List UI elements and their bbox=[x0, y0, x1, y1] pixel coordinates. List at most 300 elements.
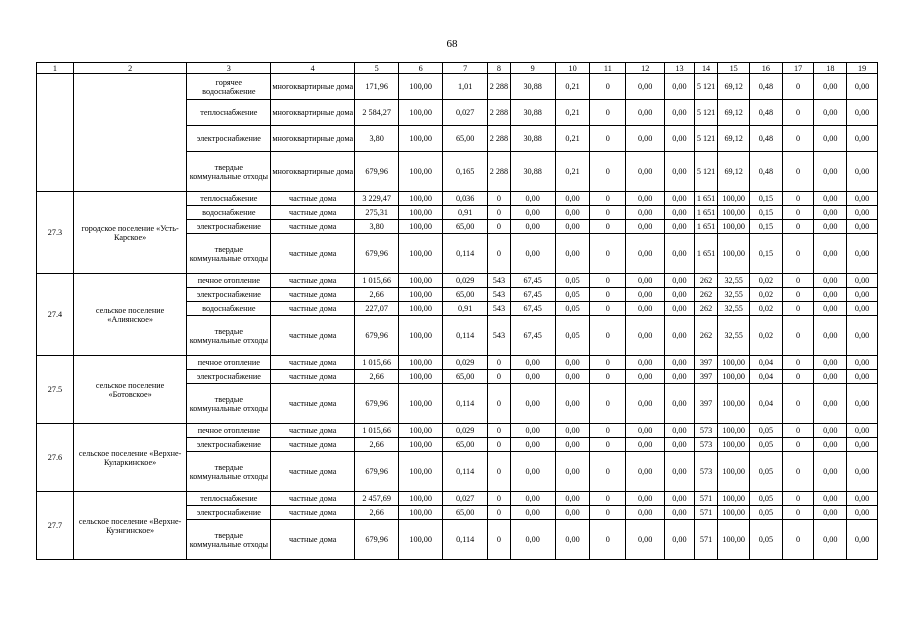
column-number-header: 14 bbox=[694, 63, 718, 74]
housing-type: частные дома bbox=[271, 206, 355, 220]
table-cell: 0,02 bbox=[750, 274, 783, 288]
table-cell: 571 bbox=[694, 492, 718, 506]
table-cell: 0,00 bbox=[814, 206, 847, 220]
table-cell: 0,00 bbox=[847, 452, 878, 492]
table-cell: 100,00 bbox=[718, 492, 750, 506]
housing-type: частные дома bbox=[271, 302, 355, 316]
table-cell: 2 584,27 bbox=[355, 100, 399, 126]
table-cell: 100,00 bbox=[399, 520, 443, 560]
table-cell: 0,00 bbox=[555, 192, 590, 206]
table-cell: 0,00 bbox=[626, 316, 665, 356]
table-cell: 5 121 bbox=[694, 152, 718, 192]
table-cell: 0,05 bbox=[555, 316, 590, 356]
table-cell: 0 bbox=[590, 520, 626, 560]
table-cell: 397 bbox=[694, 370, 718, 384]
table-cell: 0 bbox=[488, 520, 511, 560]
table-cell: 0 bbox=[782, 302, 814, 316]
table-cell: 0,00 bbox=[847, 206, 878, 220]
service-name: печное отопление bbox=[187, 356, 271, 370]
table-cell: 0 bbox=[782, 274, 814, 288]
table-cell: 0 bbox=[590, 424, 626, 438]
table-cell: 0,114 bbox=[443, 384, 488, 424]
table-cell: 0,00 bbox=[665, 356, 695, 370]
table-cell: 0,02 bbox=[750, 302, 783, 316]
municipality-code: 27.3 bbox=[37, 192, 74, 274]
table-cell: 0,05 bbox=[750, 438, 783, 452]
table-cell: 0,02 bbox=[750, 288, 783, 302]
table-cell: 0,00 bbox=[814, 492, 847, 506]
table-cell: 100,00 bbox=[399, 126, 443, 152]
table-cell: 0,00 bbox=[626, 424, 665, 438]
table-cell: 0,00 bbox=[626, 274, 665, 288]
table-cell: 0 bbox=[590, 192, 626, 206]
table-cell: 0 bbox=[590, 126, 626, 152]
table-cell: 0,00 bbox=[665, 288, 695, 302]
housing-type: частные дома bbox=[271, 384, 355, 424]
table-cell: 0,00 bbox=[847, 74, 878, 100]
table-cell: 0 bbox=[782, 100, 814, 126]
table-cell: 0,00 bbox=[510, 452, 555, 492]
housing-type: частные дома bbox=[271, 356, 355, 370]
table-cell: 0,00 bbox=[814, 424, 847, 438]
table-cell: 0 bbox=[782, 520, 814, 560]
table-cell: 0,114 bbox=[443, 316, 488, 356]
table-cell: 0,48 bbox=[750, 74, 783, 100]
table-cell: 0,00 bbox=[814, 356, 847, 370]
column-number-header: 13 bbox=[665, 63, 695, 74]
table-cell: 0,00 bbox=[626, 192, 665, 206]
table-cell: 0,00 bbox=[665, 520, 695, 560]
table-cell: 100,00 bbox=[718, 206, 750, 220]
municipality-name: сельское поселение «Верхне-Куларкинское» bbox=[73, 424, 187, 492]
table-cell: 397 bbox=[694, 356, 718, 370]
table-cell: 2 288 bbox=[488, 152, 511, 192]
housing-type: частные дома bbox=[271, 192, 355, 206]
table-cell: 0,00 bbox=[814, 152, 847, 192]
municipality-name: сельское поселение «Верхне-Куэнгинское» bbox=[73, 492, 187, 560]
table-cell: 2 457,69 bbox=[355, 492, 399, 506]
table-cell: 0 bbox=[590, 74, 626, 100]
housing-type: частные дома bbox=[271, 424, 355, 438]
table-cell: 1 015,66 bbox=[355, 356, 399, 370]
service-name: твердые коммунальные отходы bbox=[187, 452, 271, 492]
column-number-header: 1 bbox=[37, 63, 74, 74]
table-row bbox=[37, 356, 878, 370]
table-cell: 0 bbox=[782, 424, 814, 438]
column-number-header: 12 bbox=[626, 63, 665, 74]
table-cell: 3,80 bbox=[355, 126, 399, 152]
table-cell: 0,05 bbox=[555, 274, 590, 288]
table-cell: 2 288 bbox=[488, 74, 511, 100]
housing-type: частные дома bbox=[271, 234, 355, 274]
table-cell: 0,00 bbox=[510, 492, 555, 506]
table-cell: 0,00 bbox=[665, 192, 695, 206]
table-cell: 0,00 bbox=[626, 370, 665, 384]
table-cell: 0,00 bbox=[626, 520, 665, 560]
table-cell: 275,31 bbox=[355, 206, 399, 220]
table-cell: 0,00 bbox=[510, 370, 555, 384]
table-cell: 0,00 bbox=[665, 100, 695, 126]
table-cell: 0 bbox=[782, 234, 814, 274]
table-cell: 100,00 bbox=[399, 356, 443, 370]
table-cell: 171,96 bbox=[355, 74, 399, 100]
table-cell: 0,00 bbox=[555, 384, 590, 424]
table-cell: 0,00 bbox=[665, 452, 695, 492]
table-cell: 0,00 bbox=[847, 520, 878, 560]
table-cell: 3 229,47 bbox=[355, 192, 399, 206]
housing-type: частные дома bbox=[271, 520, 355, 560]
table-cell: 100,00 bbox=[718, 452, 750, 492]
table-cell: 100,00 bbox=[718, 506, 750, 520]
table-cell: 0 bbox=[488, 452, 511, 492]
table-cell: 0,04 bbox=[750, 370, 783, 384]
column-number-header: 7 bbox=[443, 63, 488, 74]
table-cell: 0 bbox=[590, 316, 626, 356]
table-cell: 0,00 bbox=[510, 424, 555, 438]
table-cell: 0,00 bbox=[847, 234, 878, 274]
table-cell: 0,00 bbox=[626, 452, 665, 492]
table-cell: 0,00 bbox=[847, 370, 878, 384]
table-cell: 2,66 bbox=[355, 288, 399, 302]
table-cell: 0,00 bbox=[626, 206, 665, 220]
table-cell: 0 bbox=[782, 74, 814, 100]
table-cell: 100,00 bbox=[399, 220, 443, 234]
table-cell: 0 bbox=[590, 206, 626, 220]
table-cell: 0 bbox=[590, 492, 626, 506]
table-cell: 571 bbox=[694, 506, 718, 520]
service-name: твердые коммунальные отходы bbox=[187, 520, 271, 560]
table-cell: 0,15 bbox=[750, 234, 783, 274]
column-number-header: 10 bbox=[555, 63, 590, 74]
table-cell: 0,00 bbox=[665, 274, 695, 288]
table-cell: 0,00 bbox=[665, 74, 695, 100]
table-cell: 0,04 bbox=[750, 384, 783, 424]
table-cell: 0 bbox=[488, 370, 511, 384]
column-number-header: 16 bbox=[750, 63, 783, 74]
table-cell: 0,00 bbox=[847, 492, 878, 506]
table-cell: 679,96 bbox=[355, 520, 399, 560]
municipality-name: сельское поселение «Алиянское» bbox=[73, 274, 187, 356]
service-name: теплоснабжение bbox=[187, 100, 271, 126]
table-cell: 0 bbox=[488, 206, 511, 220]
table-cell: 0,00 bbox=[665, 506, 695, 520]
table-cell: 0,00 bbox=[847, 100, 878, 126]
service-name: водоснабжение bbox=[187, 206, 271, 220]
service-name: электроснабжение bbox=[187, 438, 271, 452]
table-cell: 0,00 bbox=[626, 302, 665, 316]
service-name: электроснабжение bbox=[187, 370, 271, 384]
table-cell: 0,00 bbox=[626, 126, 665, 152]
table-cell: 0,00 bbox=[510, 520, 555, 560]
table-cell: 262 bbox=[694, 288, 718, 302]
column-number-row bbox=[37, 63, 878, 74]
table-cell: 0 bbox=[782, 438, 814, 452]
housing-type: многоквартирные дома bbox=[271, 126, 355, 152]
table-cell: 0 bbox=[782, 192, 814, 206]
table-cell: 67,45 bbox=[510, 302, 555, 316]
table-cell: 0,00 bbox=[847, 438, 878, 452]
table-cell: 0 bbox=[590, 438, 626, 452]
table-cell: 0,00 bbox=[510, 234, 555, 274]
table-cell: 0,029 bbox=[443, 356, 488, 370]
municipality-name bbox=[73, 74, 187, 192]
municipality-code: 27.5 bbox=[37, 356, 74, 424]
table-cell: 100,00 bbox=[718, 370, 750, 384]
table-cell: 0,00 bbox=[626, 506, 665, 520]
table-cell: 0 bbox=[782, 370, 814, 384]
table-cell: 0,00 bbox=[665, 370, 695, 384]
page-number: 68 bbox=[446, 38, 458, 50]
table-cell: 0,00 bbox=[510, 506, 555, 520]
table-cell: 0 bbox=[488, 234, 511, 274]
table-cell: 0,00 bbox=[665, 384, 695, 424]
table-cell: 100,00 bbox=[399, 438, 443, 452]
table-cell: 0,00 bbox=[626, 234, 665, 274]
table-cell: 0 bbox=[590, 100, 626, 126]
table-cell: 0,05 bbox=[750, 506, 783, 520]
table-cell: 0,05 bbox=[750, 424, 783, 438]
table-cell: 2,66 bbox=[355, 438, 399, 452]
table-cell: 69,12 bbox=[718, 152, 750, 192]
table-cell: 0,00 bbox=[814, 370, 847, 384]
housing-type: частные дома bbox=[271, 452, 355, 492]
service-name: теплоснабжение bbox=[187, 192, 271, 206]
service-name: твердые коммунальные отходы bbox=[187, 384, 271, 424]
column-number-header: 8 bbox=[488, 63, 511, 74]
municipality-name: городское поселение «Усть-Карское» bbox=[73, 192, 187, 274]
table-cell: 100,00 bbox=[399, 274, 443, 288]
service-name: электроснабжение bbox=[187, 506, 271, 520]
table-cell: 0,00 bbox=[847, 506, 878, 520]
table-cell: 100,00 bbox=[718, 384, 750, 424]
municipality-code: 27.6 bbox=[37, 424, 74, 492]
service-name: электроснабжение bbox=[187, 288, 271, 302]
table-cell: 69,12 bbox=[718, 74, 750, 100]
table-cell: 0,91 bbox=[443, 206, 488, 220]
table-cell: 679,96 bbox=[355, 234, 399, 274]
table-cell: 30,88 bbox=[510, 126, 555, 152]
table-cell: 0 bbox=[488, 424, 511, 438]
service-name: водоснабжение bbox=[187, 302, 271, 316]
table-cell: 69,12 bbox=[718, 126, 750, 152]
table-cell: 0 bbox=[782, 492, 814, 506]
table-cell: 1,01 bbox=[443, 74, 488, 100]
table-row bbox=[37, 74, 878, 100]
table-cell: 262 bbox=[694, 302, 718, 316]
column-number-header: 9 bbox=[510, 63, 555, 74]
table-cell: 0,00 bbox=[626, 384, 665, 424]
column-number-header: 11 bbox=[590, 63, 626, 74]
table-cell: 0,00 bbox=[665, 438, 695, 452]
table-cell: 543 bbox=[488, 288, 511, 302]
table-cell: 0,00 bbox=[665, 234, 695, 274]
table-cell: 0 bbox=[590, 384, 626, 424]
table-cell: 2 288 bbox=[488, 126, 511, 152]
table-cell: 100,00 bbox=[399, 74, 443, 100]
table-cell: 0,05 bbox=[750, 452, 783, 492]
table-cell: 0 bbox=[488, 356, 511, 370]
table-cell: 0,05 bbox=[750, 492, 783, 506]
housing-type: многоквартирные дома bbox=[271, 152, 355, 192]
table-cell: 573 bbox=[694, 452, 718, 492]
table-cell: 262 bbox=[694, 274, 718, 288]
table-cell: 0,00 bbox=[814, 302, 847, 316]
table-cell: 0,15 bbox=[750, 206, 783, 220]
table-cell: 0,00 bbox=[665, 302, 695, 316]
table-cell: 0 bbox=[590, 356, 626, 370]
table-cell: 0,114 bbox=[443, 520, 488, 560]
column-number-header: 18 bbox=[814, 63, 847, 74]
table-cell: 3,80 bbox=[355, 220, 399, 234]
table-cell: 0,00 bbox=[555, 370, 590, 384]
table-cell: 2,66 bbox=[355, 370, 399, 384]
table-cell: 0,00 bbox=[847, 220, 878, 234]
municipality-code: 27.4 bbox=[37, 274, 74, 356]
table-cell: 397 bbox=[694, 384, 718, 424]
table-cell: 0,00 bbox=[555, 438, 590, 452]
housing-type: частные дома bbox=[271, 370, 355, 384]
table-row bbox=[37, 492, 878, 506]
table-cell: 0,00 bbox=[510, 220, 555, 234]
table-cell: 0 bbox=[782, 384, 814, 424]
table-cell: 0,21 bbox=[555, 74, 590, 100]
table-cell: 0,029 bbox=[443, 424, 488, 438]
service-name: твердые коммунальные отходы bbox=[187, 234, 271, 274]
table-cell: 0 bbox=[782, 506, 814, 520]
table-cell: 32,55 bbox=[718, 288, 750, 302]
table-cell: 0,00 bbox=[555, 356, 590, 370]
table-cell: 0,00 bbox=[814, 520, 847, 560]
table-cell: 30,88 bbox=[510, 74, 555, 100]
table-cell: 65,00 bbox=[443, 288, 488, 302]
table-cell: 30,88 bbox=[510, 152, 555, 192]
table-cell: 0,00 bbox=[847, 356, 878, 370]
table-cell: 0,165 bbox=[443, 152, 488, 192]
table-cell: 0,00 bbox=[510, 192, 555, 206]
table-cell: 0 bbox=[488, 438, 511, 452]
table-cell: 65,00 bbox=[443, 220, 488, 234]
table-cell: 0 bbox=[590, 370, 626, 384]
service-name: печное отопление bbox=[187, 424, 271, 438]
table-cell: 0 bbox=[488, 220, 511, 234]
table-cell: 2,66 bbox=[355, 506, 399, 520]
table-cell: 679,96 bbox=[355, 152, 399, 192]
table-cell: 0 bbox=[782, 220, 814, 234]
table-cell: 0,00 bbox=[847, 424, 878, 438]
table-cell: 100,00 bbox=[399, 424, 443, 438]
table-cell: 0 bbox=[782, 288, 814, 302]
table-cell: 65,00 bbox=[443, 370, 488, 384]
table-cell: 679,96 bbox=[355, 384, 399, 424]
table-cell: 0,00 bbox=[626, 288, 665, 302]
table-cell: 0,04 bbox=[750, 356, 783, 370]
municipality-code bbox=[37, 74, 74, 192]
table-row bbox=[37, 424, 878, 438]
table-cell: 0,00 bbox=[510, 438, 555, 452]
housing-type: частные дома bbox=[271, 438, 355, 452]
table-row bbox=[37, 192, 878, 206]
table-cell: 1 651 bbox=[694, 220, 718, 234]
table-cell: 0,00 bbox=[814, 274, 847, 288]
table-cell: 0,036 bbox=[443, 192, 488, 206]
table-cell: 0,114 bbox=[443, 234, 488, 274]
table-cell: 1 651 bbox=[694, 206, 718, 220]
table-cell: 0,00 bbox=[847, 152, 878, 192]
table-cell: 0,00 bbox=[814, 234, 847, 274]
municipality-code: 27.7 bbox=[37, 492, 74, 560]
housing-type: частные дома bbox=[271, 220, 355, 234]
table-cell: 262 bbox=[694, 316, 718, 356]
table-cell: 543 bbox=[488, 316, 511, 356]
table-cell: 0,00 bbox=[555, 220, 590, 234]
table-cell: 543 bbox=[488, 302, 511, 316]
table-cell: 573 bbox=[694, 424, 718, 438]
table-cell: 0,21 bbox=[555, 152, 590, 192]
table-cell: 0,48 bbox=[750, 152, 783, 192]
table-cell: 227,07 bbox=[355, 302, 399, 316]
tariff-table bbox=[36, 62, 878, 560]
table-cell: 0,00 bbox=[555, 492, 590, 506]
table-cell: 0 bbox=[488, 492, 511, 506]
table-cell: 0 bbox=[590, 152, 626, 192]
table-cell: 0,00 bbox=[555, 206, 590, 220]
table-cell: 1 015,66 bbox=[355, 274, 399, 288]
column-number-header: 2 bbox=[73, 63, 187, 74]
table-cell: 100,00 bbox=[718, 424, 750, 438]
table-cell: 100,00 bbox=[718, 220, 750, 234]
table-cell: 0,00 bbox=[626, 356, 665, 370]
column-number-header: 15 bbox=[718, 63, 750, 74]
table-cell: 5 121 bbox=[694, 100, 718, 126]
table-row bbox=[37, 274, 878, 288]
table-cell: 1 015,66 bbox=[355, 424, 399, 438]
column-number-header: 17 bbox=[782, 63, 814, 74]
table-cell: 0,00 bbox=[847, 302, 878, 316]
table-cell: 0,00 bbox=[814, 100, 847, 126]
table-cell: 32,55 bbox=[718, 316, 750, 356]
table-cell: 100,00 bbox=[399, 234, 443, 274]
table-cell: 0,029 bbox=[443, 274, 488, 288]
table-cell: 0,48 bbox=[750, 100, 783, 126]
table-cell: 0,00 bbox=[665, 220, 695, 234]
table-cell: 100,00 bbox=[399, 288, 443, 302]
table-cell: 0,91 bbox=[443, 302, 488, 316]
table-cell: 30,88 bbox=[510, 100, 555, 126]
table-cell: 100,00 bbox=[399, 192, 443, 206]
table-cell: 100,00 bbox=[399, 206, 443, 220]
table-cell: 0,00 bbox=[665, 152, 695, 192]
table-cell: 0,00 bbox=[847, 384, 878, 424]
table-cell: 0 bbox=[782, 206, 814, 220]
table-cell: 0,00 bbox=[626, 220, 665, 234]
table-cell: 100,00 bbox=[399, 316, 443, 356]
table-cell: 0 bbox=[782, 356, 814, 370]
table-cell: 0,05 bbox=[555, 288, 590, 302]
table-cell: 0,00 bbox=[626, 438, 665, 452]
table-cell: 100,00 bbox=[718, 234, 750, 274]
table-cell: 573 bbox=[694, 438, 718, 452]
table-cell: 0,00 bbox=[665, 126, 695, 152]
table-cell: 0 bbox=[590, 506, 626, 520]
table-cell: 0,00 bbox=[814, 126, 847, 152]
service-name: электроснабжение bbox=[187, 220, 271, 234]
table-cell: 65,00 bbox=[443, 126, 488, 152]
table-cell: 0,00 bbox=[847, 316, 878, 356]
table-cell: 0,00 bbox=[510, 206, 555, 220]
housing-type: частные дома bbox=[271, 288, 355, 302]
table-cell: 0,05 bbox=[750, 520, 783, 560]
table-cell: 0,00 bbox=[814, 452, 847, 492]
